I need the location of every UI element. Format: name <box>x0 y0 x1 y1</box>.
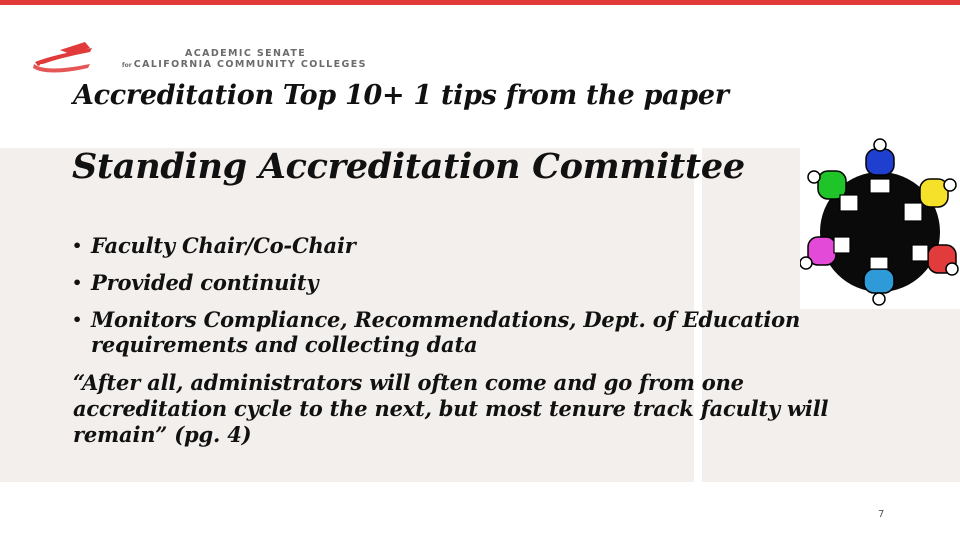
logo-title: ACADEMIC SENATE <box>185 48 307 59</box>
page-number: 7 <box>878 509 885 520</box>
bullet-text: Provided continuity <box>91 270 319 295</box>
bullet-list <box>72 233 892 369</box>
academic-senate-logo-icon <box>30 40 120 74</box>
logo-for-text: for <box>122 62 132 69</box>
slide-subtitle: Accreditation Top 10+ 1 tips from the paper <box>73 80 729 111</box>
top-accent-bar <box>0 0 960 5</box>
person-top <box>866 139 894 193</box>
logo-subtitle-text: CALIFORNIA COMMUNITY COLLEGES <box>133 59 367 70</box>
logo-subtitle <box>122 59 367 70</box>
quote-text: “After all, administrators will often come and go from one accreditation cycle to the next, but most tenure track faculty will remain” (pg. 4) <box>73 370 829 447</box>
bullet-text: Faculty Chair/Co-Chair <box>91 233 356 258</box>
bullet-item: • Faculty Chair/Co-Chair <box>72 233 356 258</box>
bullet-item: • Monitors Compliance, Recommendations, Dept. of Education requirements and collecting data <box>72 307 801 357</box>
page-title: Standing Accreditation Committee <box>72 146 745 187</box>
academic-senate-logo <box>30 40 390 74</box>
bullet-item: • Provided continuity <box>72 270 319 295</box>
bullet-text: Monitors Compliance, Recommendations, Dept. of Education requirements and collecting data <box>91 307 801 357</box>
